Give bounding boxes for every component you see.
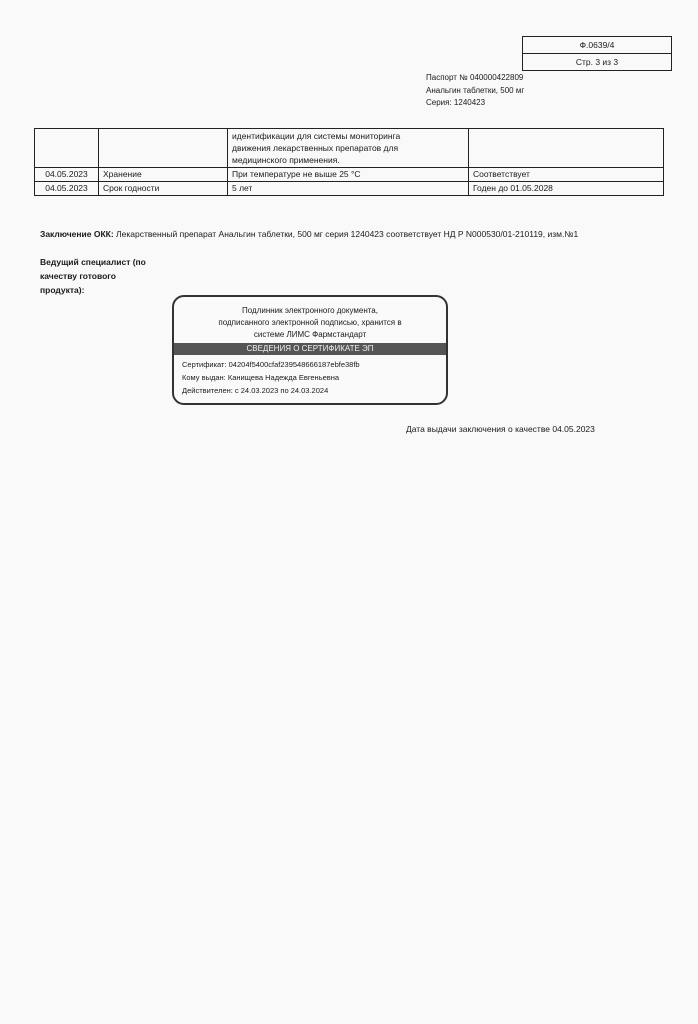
passport-info xyxy=(426,72,524,110)
row-indicator: Срок годности xyxy=(99,182,228,196)
table-row xyxy=(35,168,664,182)
stamp-certificate: Сертификат: 04204f5400cfaf239548666187ebfe38fb xyxy=(182,360,360,369)
row-requirement: При температуре не выше 25 °С xyxy=(228,168,469,182)
qc-conclusion xyxy=(40,228,580,241)
requirement-line: идентификации для системы мониторинга xyxy=(232,131,401,141)
stamp-header xyxy=(174,297,446,343)
row-date: 04.05.2023 xyxy=(35,182,99,196)
stamp-details xyxy=(174,355,446,397)
specialist-line: качеству готового xyxy=(40,271,116,281)
requirement-line: медицинского применения. xyxy=(232,155,340,165)
passport-product: Анальгин таблетки, 500 мг xyxy=(426,85,525,95)
row-result: Годен до 01.05.2028 xyxy=(469,182,664,196)
conclusion-text: Лекарственный препарат Анальгин таблетки, 500 мг серия 1240423 соответствует НД Р N000530/01-210119, изм.№1 xyxy=(113,229,579,239)
conclusion-label: Заключение ОКК: xyxy=(40,229,114,239)
row-requirement xyxy=(228,129,469,168)
table-row xyxy=(35,129,664,168)
stamp-certificate-bar: СВЕДЕНИЯ О СЕРТИФИКАТЕ ЭП xyxy=(174,343,446,355)
page-number: Стр. 3 из 3 xyxy=(523,53,671,70)
electronic-signature-stamp xyxy=(172,295,448,405)
stamp-header-line: подписанного электронной подписью, хранится в xyxy=(218,318,402,327)
test-results-table xyxy=(34,128,664,196)
issue-date: Дата выдачи заключения о качестве 04.05.2023 xyxy=(406,424,595,434)
row-result: Соответствует xyxy=(469,168,664,182)
row-date xyxy=(35,129,99,168)
form-code: Ф.0639/4 xyxy=(579,40,615,50)
requirement-line: движения лекарственных препаратов для xyxy=(232,143,399,153)
stamp-valid: Действителен: с 24.03.2023 по 24.03.2024 xyxy=(182,386,329,395)
stamp-header-line: системе ЛИМС Фармстандарт xyxy=(253,330,367,339)
row-requirement: 5 лет xyxy=(228,182,469,196)
stamp-header-line: Подлинник электронного документа, xyxy=(242,306,378,315)
row-indicator xyxy=(99,129,228,168)
specialist-line: Ведущий специалист (по xyxy=(40,257,146,267)
row-result xyxy=(469,129,664,168)
table-row xyxy=(35,182,664,196)
form-code-box xyxy=(522,36,672,71)
stamp-issued-to: Кому выдан: Канищева Надежда Евгеньевна xyxy=(182,373,340,382)
passport-series: Серия: 1240423 xyxy=(426,98,486,107)
passport-number: Паспорт № 040000422809 xyxy=(426,73,524,82)
row-date: 04.05.2023 xyxy=(35,168,99,182)
specialist-label xyxy=(40,255,150,297)
row-indicator: Хранение xyxy=(99,168,228,182)
specialist-line: продукта): xyxy=(40,285,85,295)
